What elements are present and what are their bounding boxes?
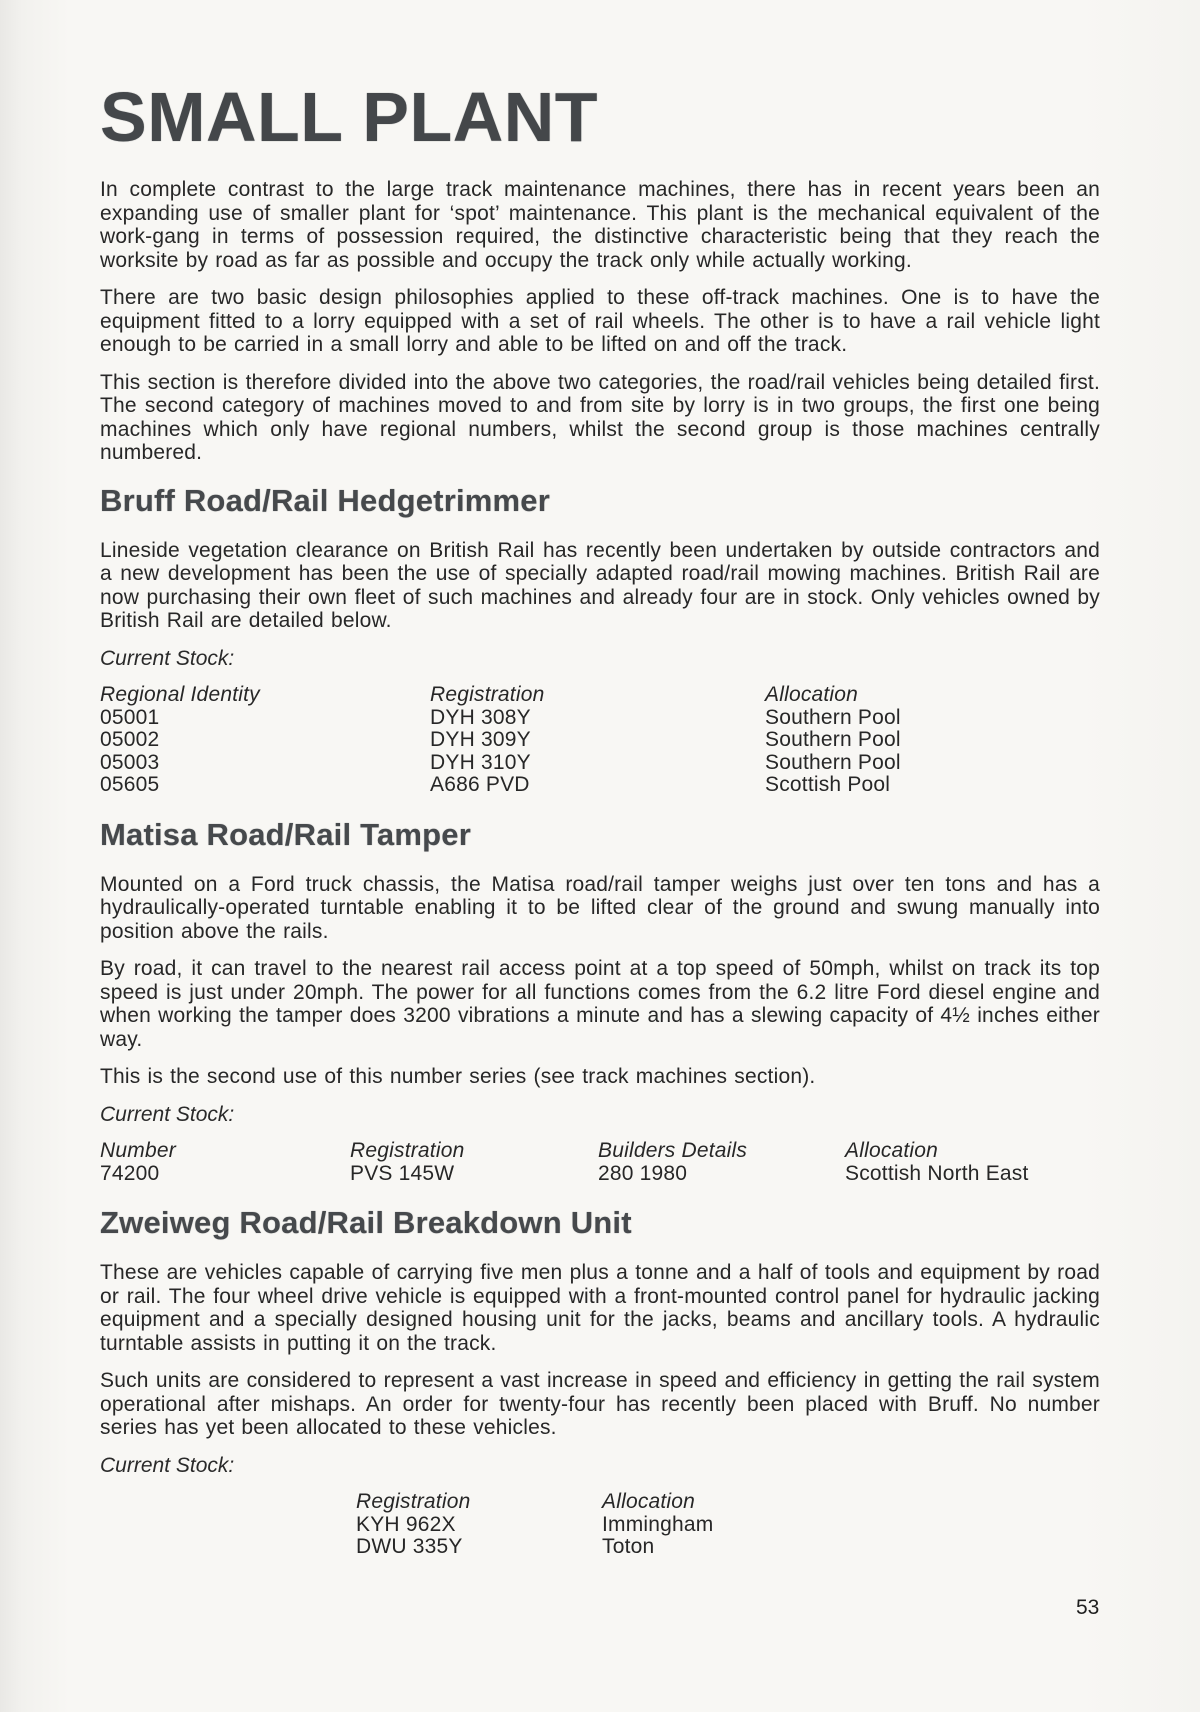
table-cell: DWU 335Y bbox=[356, 1535, 463, 1558]
matisa-paragraph-2: By road, it can travel to the nearest rail access point at a top speed of 50mph, whilst on track its top speed is just under 20mph. The power for all functions comes from the 6.2 litre Ford diesel engine and when working the tamper does 3200 vibrations a minute and has a slewing capacity of 4½ inches either way. bbox=[100, 957, 1100, 1051]
bruff-stock-table bbox=[100, 684, 1100, 797]
matisa-paragraph-1: Mounted on a Ford truck chassis, the Matisa road/rail tamper weighs just over ten tons and has a hydraulically-operated turntable enabling it to be lifted clear of the ground and swung manually into position above the rails. bbox=[100, 872, 1100, 943]
zweiweg-stock-label: Current Stock: bbox=[100, 1453, 235, 1477]
zweiweg-paragraph-2: Such units are considered to represent a vast increase in speed and efficiency in getting the rail system operational after mishaps. An order for twenty-four has recently been placed with Bruff. No number series has yet been allocated to these vehicles. bbox=[100, 1369, 1100, 1439]
bruff-stock-label: Current Stock: bbox=[100, 646, 235, 670]
matisa-paragraph-3: This is the second use of this number series (see track machines section). bbox=[100, 1065, 816, 1088]
column-header-builders-details: Builders Details bbox=[598, 1139, 748, 1162]
table-cell: Scottish Pool bbox=[765, 773, 891, 796]
table-cell: 05003 bbox=[100, 750, 160, 774]
matisa-stock-table bbox=[100, 1140, 1100, 1185]
table-cell: DYH 309Y bbox=[430, 728, 531, 751]
table-cell: Scottish North East bbox=[845, 1161, 1029, 1185]
zweiweg-stock-table bbox=[356, 1491, 1100, 1559]
table-cell: Southern Pool bbox=[765, 728, 901, 751]
column-header-allocation: Allocation bbox=[845, 1139, 939, 1162]
table-cell: Southern Pool bbox=[765, 705, 901, 729]
column-header-allocation: Allocation bbox=[602, 1490, 696, 1513]
table-cell: Immingham bbox=[602, 1512, 714, 1536]
section-heading-matisa: Matisa Road/Rail Tamper bbox=[100, 816, 471, 852]
column-header-number: Number bbox=[100, 1139, 176, 1162]
column-header-allocation: Allocation bbox=[765, 683, 859, 706]
table-cell: KYH 962X bbox=[356, 1512, 456, 1536]
table-cell: 280 1980 bbox=[598, 1161, 688, 1185]
table-cell: DYH 310Y bbox=[430, 750, 531, 774]
zweiweg-paragraph-1: These are vehicles capable of carrying five men plus a tonne and a half of tools and equipment by road or rail. The four wheel drive vehicle is equipped with a front-mounted control panel for hydraulic jacking equipment and a specially designed housing unit for the jacks, beams and ancillary tools. A hydraulic turntable assists in putting it on the track. bbox=[100, 1261, 1100, 1355]
table-cell: Southern Pool bbox=[765, 750, 901, 774]
table-cell: A686 PVD bbox=[430, 773, 530, 796]
intro-paragraph-2: There are two basic design philosophies applied to these off-track machines. One is to have the equipment fitted to a lorry equipped with a set of rail wheels. The other is to have a rail vehicle light enough to be carried in a small lorry and able to be lifted on and off the track. bbox=[100, 286, 1100, 356]
table-cell: 05001 bbox=[100, 705, 160, 729]
table-cell: 05605 bbox=[100, 773, 160, 796]
column-header-registration: Registration bbox=[356, 1490, 471, 1513]
page-number: 53 bbox=[1076, 1596, 1100, 1619]
column-header-regional-identity: Regional Identity bbox=[100, 683, 260, 706]
table-cell: 05002 bbox=[100, 728, 160, 751]
table-cell: 74200 bbox=[100, 1161, 160, 1185]
section-heading-bruff: Bruff Road/Rail Hedgetrimmer bbox=[100, 482, 550, 518]
table-cell: Toton bbox=[602, 1535, 655, 1558]
column-header-registration: Registration bbox=[350, 1139, 465, 1162]
table-cell: PVS 145W bbox=[350, 1161, 455, 1185]
table-cell: DYH 308Y bbox=[430, 705, 531, 729]
matisa-stock-label: Current Stock: bbox=[100, 1102, 235, 1126]
intro-paragraph-3: This section is therefore divided into the above two categories, the road/rail vehicles being detailed first. The second category of machines moved to and from site by lorry is in two groups, the first one being machines which only have regional numbers, whilst the second group is those machines centrally numbered. bbox=[100, 370, 1100, 464]
section-heading-zweiweg: Zweiweg Road/Rail Breakdown Unit bbox=[100, 1205, 632, 1240]
page-title: SMALL PLANT bbox=[100, 78, 599, 156]
intro-paragraph-1: In complete contrast to the large track maintenance machines, there has in recent years been an expanding use of smaller plant for ‘spot’ maintenance. This plant is the mechanical equivalent of the work-gang in terms of possession required, the distinctive characteristic being that they reach the worksite by road as far as possible and occupy the track only while actually working. bbox=[100, 178, 1100, 272]
bruff-paragraph-1: Lineside vegetation clearance on British Rail has recently been undertaken by outside contractors and a new development has been the use of specially adapted road/rail mowing machines. British Rail are now purchasing their own fleet of such machines and already four are in stock. Only vehicles owned by British Rail are detailed below. bbox=[100, 538, 1100, 632]
column-header-registration: Registration bbox=[430, 683, 545, 706]
